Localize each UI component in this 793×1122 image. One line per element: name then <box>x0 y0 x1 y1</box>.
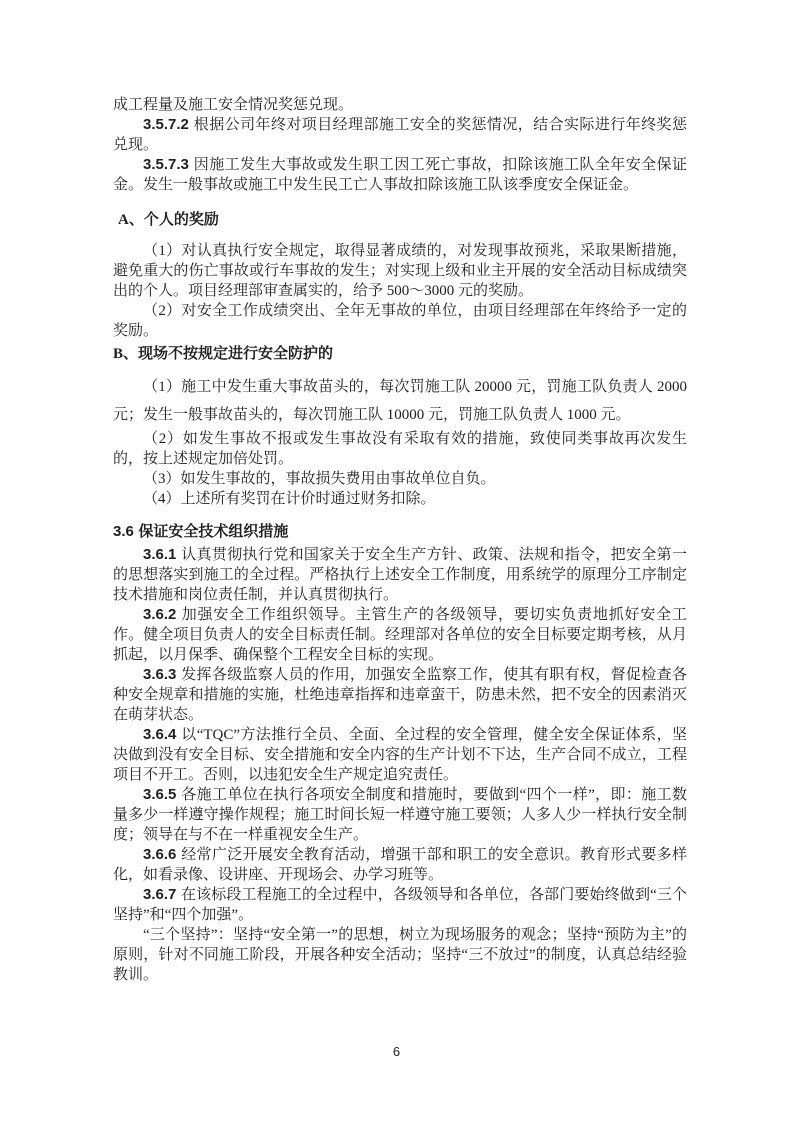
page-number: 6 <box>392 1044 401 1059</box>
list-item-b-4: （4）上述所有奖罚在计价时通过财务扣除。 <box>143 491 436 507</box>
page-footer <box>0 1045 793 1058</box>
clause-3-6-5 <box>113 785 687 845</box>
list-item-b-1: （1）施工中发生重大事故苗头的，每次罚施工队 20000 元，罚施工队负责人 2000 元；发生一般事故苗头的，每次罚施工队 10000 元，罚施工队负责人 1000 元。 <box>113 379 687 423</box>
clause-number: 3.5.7.3 <box>143 156 189 173</box>
clause-text: 加强安全工作组织领导。主管生产的各级领导，要切实负责地抓好安全工作。健全项目负责人的安全目标责任制。经理部对各单位的安全目标要定期考核，从月抓起，以月保季、确保整个工程安全目标的实现。 <box>113 607 687 663</box>
clause-text: 认真贯彻执行党和国家关于安全生产方针、政策、法规和指令，把安全第一的思想落实到施工的全过程。严格执行上述安全工作制度，用系统学的原理分工序制定技术措施和岗位责任制，并认真贯彻执行。 <box>113 547 687 603</box>
clause-text: 因施工发生大事故或发生职工因工死亡事故，扣除该施工队全年安全保证金。发生一般事故或施工中发生民工亡人事故扣除该施工队该季度安全保证金。 <box>113 157 687 193</box>
paragraph-continuation: 成工程量及施工安全情况奖惩兑现。 <box>113 97 354 113</box>
clause-number: 3.6.7 <box>143 886 177 903</box>
clause-text: 经常广泛开展安全教育活动，增强干部和职工的安全意识。教育形式要多样化，如看录像、设讲座、开现场会、办学习班等。 <box>113 847 687 883</box>
clause-text: 在该标段工程施工的全过程中，各级领导和各单位，各部门要始终做到“三个坚持”和“四个加强”。 <box>113 887 687 923</box>
clause-number: 3.6.5 <box>143 786 177 803</box>
section-title: 保证安全技术组织措施 <box>138 524 289 540</box>
clause-number: 3.5.7.2 <box>143 116 189 133</box>
clause-number: 3.6.6 <box>143 846 177 863</box>
list-item-a-2: （2）对安全工作成绩突出、全年无事故的单位，由项目经理部在年终给予一定的奖励。 <box>113 303 687 339</box>
clause-3-5-7-3 <box>113 155 687 195</box>
section-number: 3.6 <box>113 523 134 540</box>
heading-a-personal-rewards: A、个人的奖励 <box>118 212 219 228</box>
clause-number: 3.6.4 <box>143 726 177 743</box>
clause-3-6-4 <box>113 725 687 785</box>
list-item-three-persistences: “三个坚持”：坚持“安全第一”的思想，树立为现场服务的观念；坚持“预防为主”的原则，针对不同施工阶段，开展各种安全活动；坚持“三不放过”的制度，认真总结经验教训。 <box>113 927 687 983</box>
list-item-b-2: （2）如发生事故不报或发生事故没有采取有效的措施，致使同类事故再次发生的，按上述规定加倍处罚。 <box>113 431 687 467</box>
clause-number: 3.6.3 <box>143 666 177 683</box>
clause-text: 发挥各级监察人员的作用，加强安全监察工作，使其有职有权，督促检查各种安全规章和措施的实施，杜绝违章指挥和违章蛮干，防患未然，把不安全的因素消灭在萌芽状态。 <box>113 667 687 723</box>
clause-3-6-6 <box>113 845 687 885</box>
clause-3-6-3 <box>113 665 687 725</box>
heading-3-6 <box>113 522 687 542</box>
clause-text: 以“TQC”方法推行全员、全面、全过程的安全管理，健全安全保证体系，坚决做到没有安全目标、安全措施和安全内容的生产计划不下达，生产合同不成立，工程项目不开工。否则，以违犯安全生产规定追究责任。 <box>113 727 687 783</box>
clause-3-6-2 <box>113 605 687 665</box>
clause-3-6-1 <box>113 545 687 605</box>
clause-text: 各施工单位在执行各项安全制度和措施时，要做到“四个一样”，即：施工数量多少一样遵守操作规程；施工时间长短一样遵守施工要领；人多人少一样执行安全制度；领导在与不在一样重视安全生产。 <box>113 787 687 843</box>
clause-3-5-7-2 <box>113 115 687 155</box>
list-item-b-3: （3）如发生事故的，事故损失费用由事故单位自负。 <box>143 471 496 487</box>
list-item-a-1: （1）对认真执行安全规定，取得显著成绩的，对发现事故预兆，采取果断措施，避免重大的伤亡事故或行车事故的发生；对实现上级和业主开展的安全活动目标成绩突出的个人。项目经理部审查属实的，给予 500～3000 元的奖励。 <box>113 243 687 299</box>
clause-number: 3.6.1 <box>143 546 177 563</box>
clause-text: 根据公司年终对项目经理部施工安全的奖惩情况，结合实际进行年终奖惩兑现。 <box>113 117 687 153</box>
clause-3-6-7 <box>113 885 687 925</box>
heading-b-site-violations: B、现场不按规定进行安全防护的 <box>113 346 334 362</box>
clause-number: 3.6.2 <box>143 606 177 623</box>
